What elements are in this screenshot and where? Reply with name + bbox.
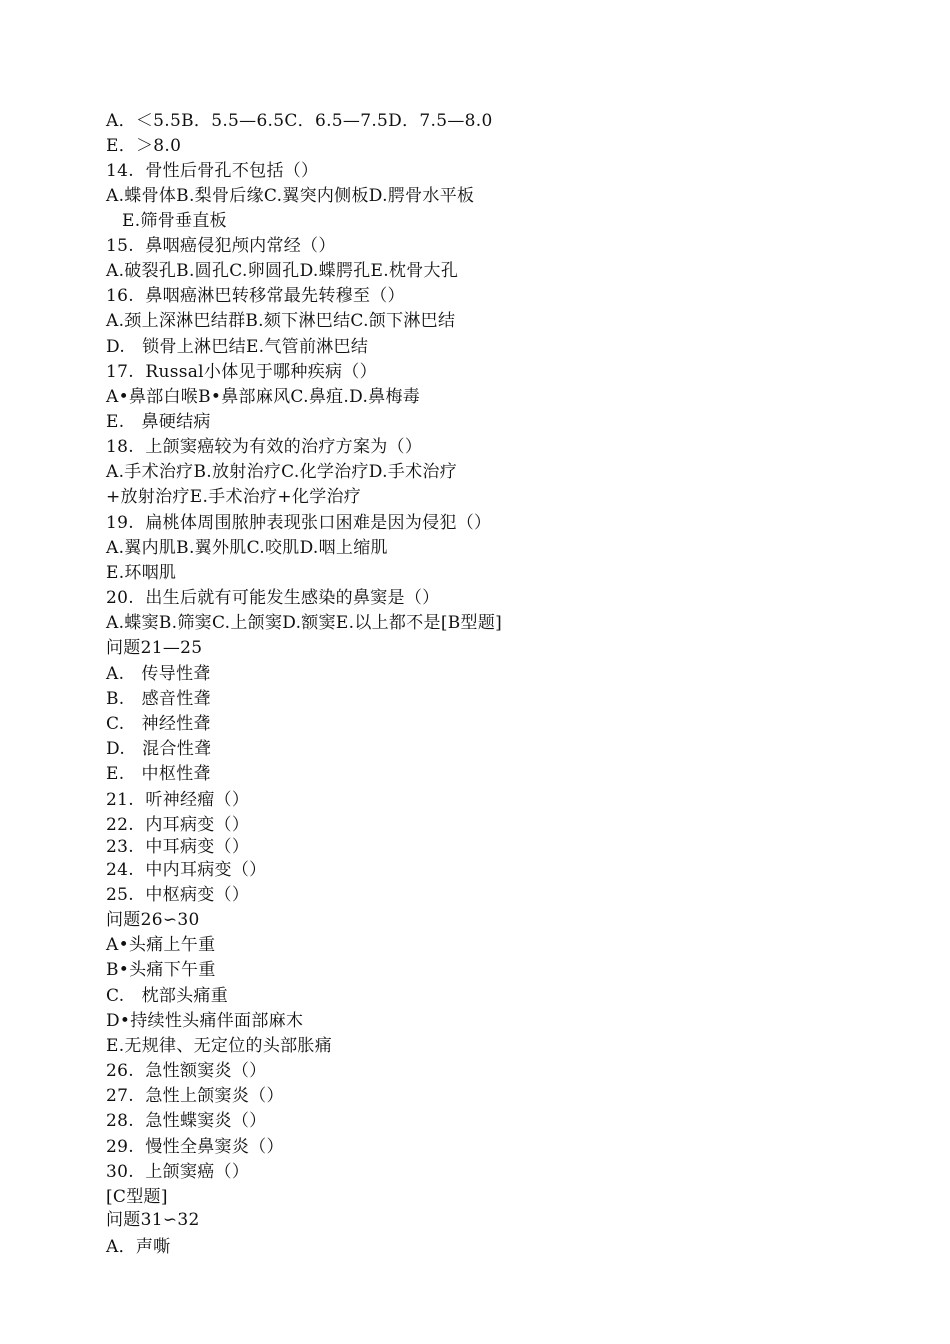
options-15: A.破裂孔B.圆孔C.卵圆孔D.蝶腭孔E.枕骨大孔 [106, 261, 459, 281]
option-c: C. 枕部头痛重 [106, 986, 229, 1006]
question-14: 14. 骨性后骨孔不包括（） [106, 161, 319, 181]
question-29: 29. 慢性全鼻窦炎（） [106, 1137, 284, 1157]
option-a: A. 传导性聋 [106, 664, 211, 684]
option-d: D•持续性头痛伴面部麻木 [106, 1011, 304, 1031]
question-20: 20. 出生后就有可能发生感染的鼻窦是（） [106, 588, 440, 608]
question-18: 18. 上颌窦癌较为有效的治疗方案为（） [106, 437, 423, 457]
question-17: 17. Russal小体见于哪种疾病（） [106, 362, 377, 382]
options-19: A.翼内肌B.翼外肌C.咬肌D.咽上缩肌 [106, 538, 388, 558]
question-24: 24. 中内耳病变（） [106, 860, 267, 880]
options-19-cont: E.环咽肌 [106, 563, 177, 583]
question-25: 25. 中枢病变（） [106, 885, 250, 905]
options-14: A.蝶骨体B.梨骨后缘C.翼突内侧板D.腭骨水平板 [106, 186, 475, 206]
option-e: E.无规律、无定位的头部胀痛 [106, 1036, 333, 1056]
section-heading-c: [C型题] [106, 1187, 168, 1207]
group-heading-31-32: 问题31∽32 [106, 1210, 200, 1230]
question-15: 15. 鼻咽癌侵犯颅内常经（） [106, 236, 336, 256]
option-d: D. 混合性聋 [106, 739, 212, 759]
question-30: 30. 上颌窦癌（） [106, 1162, 250, 1182]
options-14-cont: E.筛骨垂直板 [122, 211, 227, 231]
group-heading-21-25: 问题21—25 [106, 638, 203, 658]
options-20: A.蝶窦B.筛窦C.上颌窦D.额窦E.以上都不是[B型题] [106, 613, 503, 633]
question-16: 16. 鼻咽癌淋巴转移常最先转穆至（） [106, 286, 405, 306]
options-16-cont: D. 锁骨上淋巴结E.气管前淋巴结 [106, 337, 369, 357]
question-23: 23. 中耳病变（） [106, 837, 250, 857]
question-22: 22. 内耳病变（） [106, 815, 250, 835]
options-18: A.手术治疗B.放射治疗C.化学治疗D.手术治疗 [106, 462, 458, 482]
option-b: B•头痛下午重 [106, 960, 216, 980]
question-26: 26. 急性额窦炎（） [106, 1061, 267, 1081]
option-b: B. 感音性聋 [106, 689, 211, 709]
text-line: E．＞8.0 [106, 136, 182, 156]
option-a: A．声嘶 [106, 1237, 171, 1257]
question-27: 27. 急性上颌窦炎（） [106, 1086, 284, 1106]
option-a: A•头痛上午重 [106, 935, 216, 955]
option-c: C. 神经性聋 [106, 714, 211, 734]
question-28: 28. 急性蝶窦炎（） [106, 1111, 267, 1131]
options-18-cont: +放射治疗E.手术治疗+化学治疗 [106, 487, 362, 507]
options-17-cont: E. 鼻硬结病 [106, 412, 211, 432]
question-21: 21. 听神经瘤（） [106, 790, 250, 810]
question-19: 19. 扁桃体周围脓肿表现张口困难是因为侵犯（） [106, 513, 492, 533]
option-e: E. 中枢性聋 [106, 764, 211, 784]
text-line: A．＜5.5B．5.5—6.5C．6.5—7.5D．7.5—8.0 [106, 111, 493, 131]
options-16: A.颈上深淋巴结群B.颏下淋巴结C.颌下淋巴结 [106, 311, 456, 331]
options-17: A•鼻部白喉B•鼻部麻风C.鼻疽.D.鼻梅毒 [106, 387, 421, 407]
group-heading-26-30: 问题26∽30 [106, 910, 200, 930]
